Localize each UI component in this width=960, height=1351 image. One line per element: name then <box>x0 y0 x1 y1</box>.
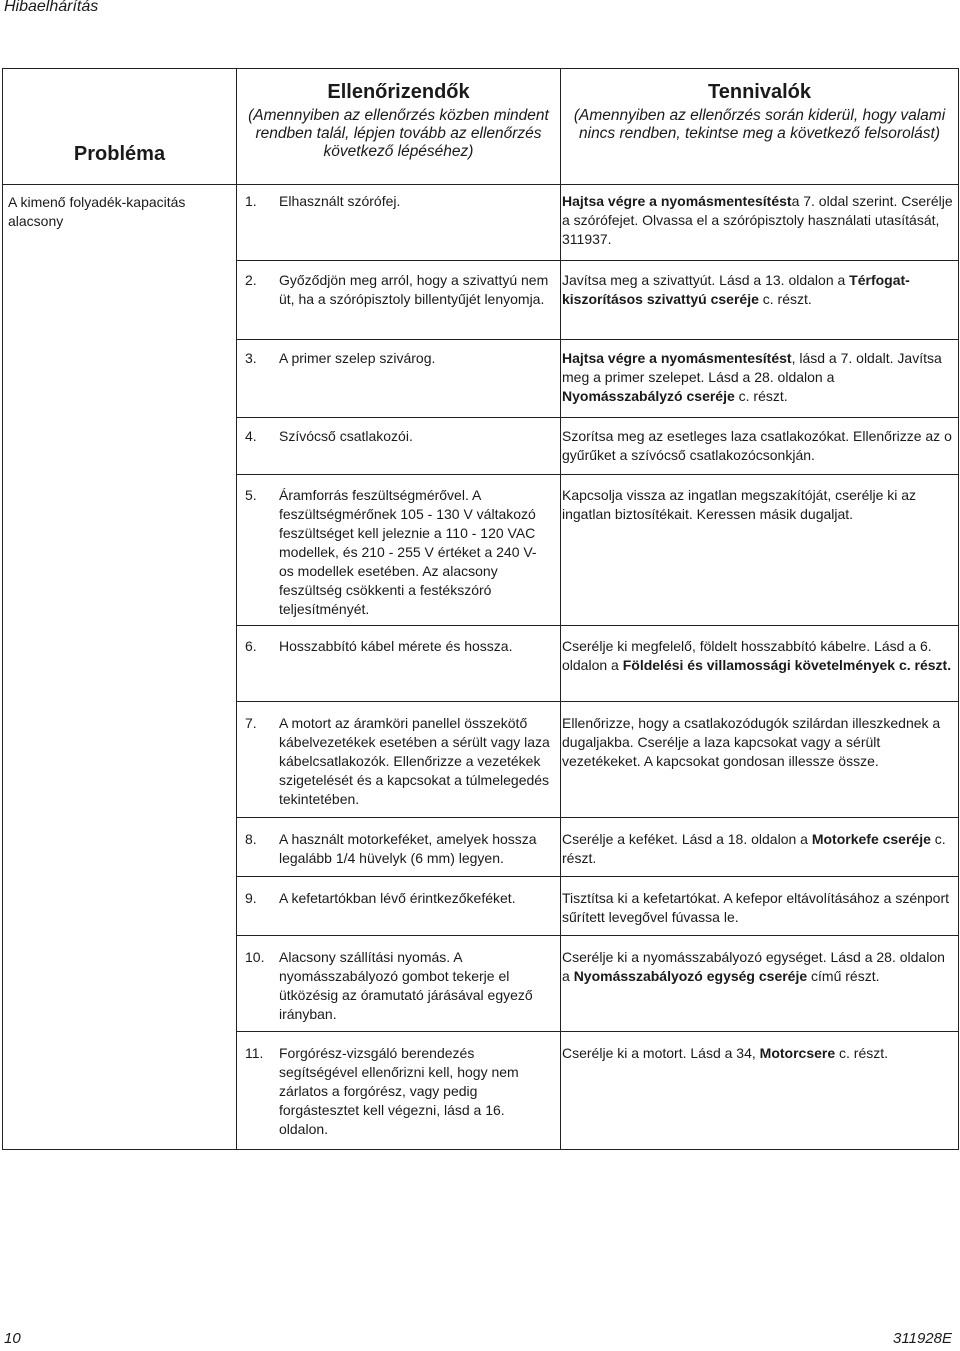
row-divider <box>236 876 959 877</box>
action-text: Cserélje ki a motort. Lásd a 34, <box>562 1045 760 1061</box>
action-text: c. részt. <box>562 831 946 866</box>
action-item-5 <box>562 486 954 524</box>
check-number: 1. <box>245 193 257 209</box>
action-text: című részt. <box>807 968 880 984</box>
action-bold: Motorcsere <box>759 1045 836 1061</box>
check-text: A motort az áramköri panellel összekötő kábelvezetékek esetében a sérült vagy laza kábelcsatlakozók. Ellenőrizze a vezetékek szigetelését és a kapcsokat a túlmelegedés tekintetében. <box>279 715 550 807</box>
header-checks-cell <box>236 69 560 184</box>
action-text: Szorítsa meg az esetleges laza csatlakozókat. Ellenőrizze az o gyűrűket a szívócső csatlakozócsonkján. <box>562 428 952 463</box>
header-problem: Probléma <box>73 143 166 165</box>
check-number: 7. <box>245 715 257 731</box>
action-text: a 7. oldal szerint. Cserélje a szórófejet. Olvassa el a szórópisztoly használati utasítását, 311937. <box>562 193 953 247</box>
action-item-3 <box>562 349 954 406</box>
action-bold: Nyomásszabályzó cseréje <box>562 388 735 404</box>
check-number: 10. <box>245 949 265 965</box>
check-number: 2. <box>245 272 257 288</box>
action-item-9 <box>562 889 954 927</box>
row-divider <box>236 935 959 936</box>
row-divider <box>236 474 959 475</box>
action-text: c. részt. <box>835 1045 889 1061</box>
action-bold: Hajtsa végre a nyomásmentesítést <box>562 350 792 366</box>
check-text: Hosszabbító kábel mérete és hossza. <box>279 638 513 654</box>
check-text: Alacsony szállítási nyomás. A nyomásszabályozó gombot tekerje el ütközésig az óramutató járásával egyező irányban. <box>279 949 533 1022</box>
check-number: 6. <box>245 638 257 654</box>
action-item-11 <box>562 1044 954 1063</box>
column-divider <box>560 185 561 1149</box>
page-number: 10 <box>4 1330 21 1347</box>
check-text: Elhasznált szórófej. <box>279 193 401 209</box>
check-number: 4. <box>245 428 257 444</box>
action-bold: Térfogat-kiszorításos szivattyú cseréje <box>562 272 910 307</box>
action-item-1 <box>562 192 954 249</box>
action-text: , lásd a 7. oldalt. Javítsa meg a primer szelepet. Lásd a 28. oldalon a <box>562 350 942 385</box>
row-divider <box>236 625 959 626</box>
action-text: Tisztítsa ki a kefetartókat. A kefepor eltávolításához a szénport sűrített levegővel fúvassa le. <box>562 890 950 925</box>
action-bold: Nyomásszabályozó egység cseréje <box>573 968 808 984</box>
check-text: A használt motorkeféket, amelyek hossza legalább 1/4 hüvelyk (6 mm) legyen. <box>279 831 537 866</box>
header-checks-title: Ellenőrizendők <box>327 81 470 103</box>
problem-description: A kimenő folyadék-kapacitás alacsony <box>8 194 186 229</box>
check-number: 5. <box>245 487 257 503</box>
action-text: c. részt. <box>734 388 788 404</box>
check-text: Szívócső csatlakozói. <box>279 428 413 444</box>
row-divider <box>236 417 959 418</box>
action-item-7 <box>562 714 954 771</box>
row-divider <box>236 339 959 340</box>
document-number: 311928E <box>893 1330 952 1347</box>
section-title: Hibaelhárítás <box>4 0 99 15</box>
table-header <box>3 69 958 185</box>
row-divider <box>236 260 959 261</box>
check-text: Győződjön meg arról, hogy a szivattyú nem üt, ha a szórópisztoly billentyűjét lenyomja. <box>279 272 549 307</box>
header-actions-subtitle: (Amennyiben az ellenőrzés során kiderül, hogy valami nincs rendben, tekintse meg a következő felsorolást) <box>573 107 946 142</box>
action-bold: Földelési és villamossági követelmények c. részt. <box>622 657 952 673</box>
header-actions-cell <box>560 69 958 184</box>
action-text: Javítsa meg a szivattyút. Lásd a 13. oldalon a <box>562 272 850 288</box>
check-number: 9. <box>245 890 257 906</box>
row-divider <box>236 1031 959 1032</box>
action-bold: Motorkefe cseréje <box>811 831 931 847</box>
row-divider <box>236 817 959 818</box>
check-number: 11. <box>245 1045 264 1061</box>
check-text: A primer szelep szivárog. <box>279 350 436 366</box>
row-divider <box>236 701 959 702</box>
action-text: Cserélje ki megfelelő, földelt hosszabbító kábelre. Lásd a 6. oldalon a <box>562 638 932 673</box>
action-text: Cserélje ki a nyomásszabályozó egységet. Lásd a 28. oldalon a <box>562 949 945 984</box>
action-text: Ellenőrizze, hogy a csatlakozódugók szilárdan illeszkednek a dugaljakba. Cserélje a laza kapcsokat vagy a sérült vezetékeket. A kapcsokat gondosan illessze össze. <box>562 715 941 769</box>
check-text: Forgórész-vizsgáló berendezés segítségével ellenőrizni kell, hogy nem zárlatos a forgórész, vagy pedig forgástesztet kell végezni, lásd a 16. oldalon. <box>279 1045 519 1137</box>
action-item-6 <box>562 637 954 675</box>
column-divider <box>236 185 237 1149</box>
action-text: Kapcsolja vissza az ingatlan megszakítóját, cserélje ki az ingatlan biztosítékait. Keressen másik dugaljat. <box>562 487 917 522</box>
action-text: c. részt. <box>758 291 812 307</box>
action-bold: Hajtsa végre a nyomásmentesítést <box>562 193 792 209</box>
action-item-4 <box>562 427 954 465</box>
action-item-8 <box>562 830 954 868</box>
check-text: A kefetartókban lévő érintkezőkeféket. <box>279 890 516 906</box>
check-number: 3. <box>245 350 257 366</box>
check-number: 8. <box>245 831 257 847</box>
check-text: Áramforrás feszültségmérővel. A feszültségmérőnek 105 - 130 V váltakozó feszültséget kell jeleznie a 110 - 120 VAC modellek, és 210 - 255 V értéket a 240 V-os modellek esetében. Az alacsony feszültség csökkenti a festékszóró teljesítményét. <box>279 487 537 617</box>
action-text: Cserélje a keféket. Lásd a 18. oldalon a <box>562 831 812 847</box>
action-item-10 <box>562 948 954 986</box>
header-problem-cell <box>3 69 236 184</box>
action-item-2 <box>562 271 954 309</box>
header-checks-subtitle: (Amennyiben az ellenőrzés közben mindent rendben talál, lépjen tovább az ellenőrzés következő lépéséhez) <box>248 107 549 160</box>
header-actions-title: Tennivalók <box>708 81 811 103</box>
